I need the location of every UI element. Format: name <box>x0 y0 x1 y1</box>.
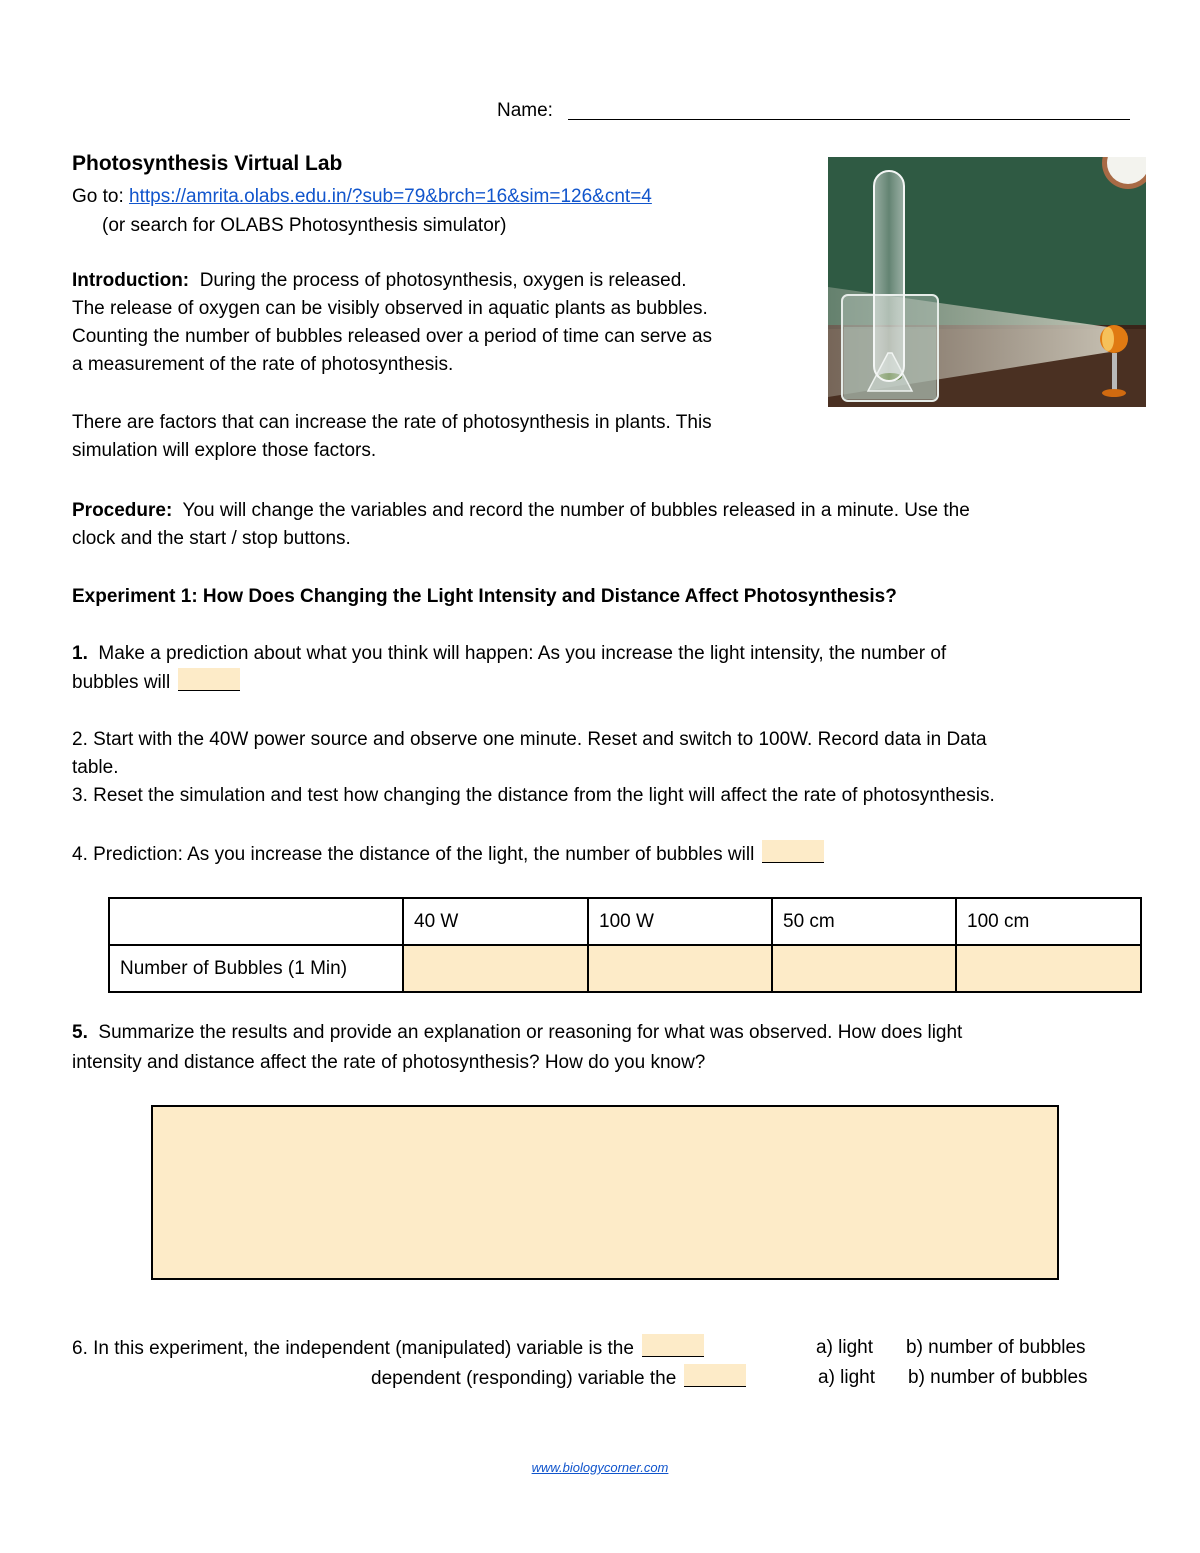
table-header-cell: 100 cm <box>956 898 1141 945</box>
goto-alt: (or search for OLABS Photosynthesis simulator) <box>102 215 507 236</box>
q6-independent-blank[interactable] <box>642 1334 704 1357</box>
intro-text-1: During the process of photosynthesis, oxygen is released. <box>199 270 687 291</box>
table-header-cell <box>109 898 403 945</box>
name-field[interactable] <box>568 119 1130 120</box>
table-row-label: Number of Bubbles (1 Min) <box>109 945 403 992</box>
intro-line-6: simulation will explore those factors. <box>72 440 377 461</box>
q1-number: 1. <box>72 643 88 664</box>
q1-answer-blank[interactable] <box>178 668 240 691</box>
olabs-link[interactable]: https://amrita.olabs.edu.in/?sub=79&brch=16&sim=126&cnt=4 <box>129 186 652 207</box>
footer-link[interactable]: www.biologycorner.com <box>531 1460 669 1475</box>
q5-text-1: Summarize the results and provide an explanation or reasoning for what was observed. How does light <box>98 1022 963 1043</box>
procedure-line-2: clock and the start / stop buttons. <box>72 528 351 549</box>
intro-line-1 <box>72 267 687 295</box>
procedure-label: Procedure: <box>72 500 173 521</box>
q6-dependent-blank[interactable] <box>684 1364 746 1387</box>
photosynthesis-apparatus-illustration <box>828 157 1146 407</box>
q1-line-1 <box>72 640 946 668</box>
q6-option-a-1: a) light <box>816 1337 874 1358</box>
table-header-cell: 50 cm <box>772 898 956 945</box>
q3-line-1: 3. Reset the simulation and test how changing the distance from the light will affect the rate of photosynthesis. <box>72 785 995 806</box>
q6-option-b-2: b) number of bubbles <box>908 1367 1088 1388</box>
q1-text-2: bubbles will <box>72 672 171 693</box>
q5-line-2: intensity and distance affect the rate of photosynthesis? How do you know? <box>72 1052 706 1073</box>
q2-line-2: table. <box>72 757 119 778</box>
name-label: Name: <box>497 100 553 121</box>
experiment-heading: Experiment 1: How Does Changing the Light Intensity and Distance Affect Photosynthesis? <box>72 586 897 607</box>
q2-line-1: 2. Start with the 40W power source and observe one minute. Reset and switch to 100W. Record data in Data <box>72 729 987 750</box>
procedure-line-1 <box>72 497 970 525</box>
footer <box>0 1460 1200 1475</box>
q4-text: 4. Prediction: As you increase the distance of the light, the number of bubbles will <box>72 844 755 865</box>
table-header-cell: 40 W <box>403 898 588 945</box>
q6-line-2 <box>371 1364 746 1393</box>
q6-text-1: 6. In this experiment, the independent (manipulated) variable is the <box>72 1338 634 1359</box>
procedure-text-1: You will change the variables and record the number of bubbles released in a minute. Use the <box>182 500 970 521</box>
table-header-cell: 100 W <box>588 898 772 945</box>
q4-answer-blank[interactable] <box>762 840 824 863</box>
intro-line-2: The release of oxygen can be visibly observed in aquatic plants as bubbles. <box>72 298 708 319</box>
q1-text-1: Make a prediction about what you think will happen: As you increase the light intensity, the number of <box>98 643 947 664</box>
goto-label: Go to: <box>72 186 124 207</box>
q6-text-2: dependent (responding) variable the <box>371 1368 677 1389</box>
intro-label: Introduction: <box>72 270 190 291</box>
q5-number: 5. <box>72 1022 88 1043</box>
q5-line-1 <box>72 1019 962 1047</box>
table-row <box>109 945 1141 992</box>
q5-answer-box[interactable] <box>151 1105 1059 1280</box>
q6-line-1 <box>72 1334 704 1363</box>
q6-option-b-1: b) number of bubbles <box>906 1337 1086 1358</box>
answer-cell-50cm[interactable] <box>772 945 956 992</box>
intro-line-5: There are factors that can increase the rate of photosynthesis in plants. This <box>72 412 712 433</box>
answer-cell-40w[interactable] <box>403 945 588 992</box>
q4-line-1 <box>72 840 824 869</box>
q1-line-2 <box>72 668 240 697</box>
q6-option-a-2: a) light <box>818 1367 876 1388</box>
page-title: Photosynthesis Virtual Lab <box>72 152 343 175</box>
table-header-row <box>109 898 1141 945</box>
intro-line-4: a measurement of the rate of photosynthesis. <box>72 354 454 375</box>
intro-line-3: Counting the number of bubbles released over a period of time can serve as <box>72 326 713 347</box>
data-table <box>108 897 1142 993</box>
answer-cell-100cm[interactable] <box>956 945 1141 992</box>
answer-cell-100w[interactable] <box>588 945 772 992</box>
goto-line <box>72 183 652 211</box>
simulation-image <box>828 157 1146 407</box>
